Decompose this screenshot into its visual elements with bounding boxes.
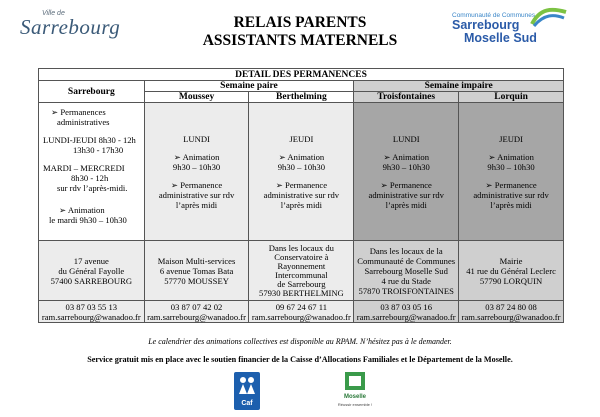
troisfontaines-details: LUNDI ➢ Animation 9h30 – 10h30 ➢ Permanence administrative sur rdv l’après midi <box>354 103 459 241</box>
lorquin-details: JEUDI ➢ Animation 9h30 – 10h30 ➢ Permanence administrative sur rdv l’après midi <box>459 103 564 241</box>
col-sarrebourg: Sarrebourg <box>39 81 145 103</box>
logo-left-big: Sarrebourg <box>20 15 121 39</box>
funding-footer: Service gratuit mis en place avec le soutien financier de la Caisse d’Allocations Familiales et le Département de la Moselle. <box>87 355 513 364</box>
berthelming-address: Dans les locaux du Conservatoire à Rayonnement Intercommunal de Sarrebourg 57930 BERTHELMING <box>249 241 354 301</box>
title-line-2: ASSISTANTS MATERNELS <box>202 32 398 49</box>
title-line-1: RELAIS PARENTS <box>233 14 367 31</box>
logo-right-line2: Sarrebourg <box>452 18 520 32</box>
permanences-table <box>38 68 564 323</box>
berthelming-details: JEUDI ➢ Animation 9h30 – 10h30 ➢ Permanence administrative sur rdv l’après midi <box>249 103 354 241</box>
col-berthelming: Berthelming <box>249 92 354 103</box>
semaine-impaire: Semaine impaire <box>354 81 564 92</box>
moselle-logo-tagline: Réussir ensemble ! <box>337 402 373 407</box>
cc-sarrebourg-logo <box>452 12 587 62</box>
email-link[interactable]: ram.sarrebourg@wanadoo.fr <box>147 311 247 322</box>
logo-left-small: Ville de <box>42 10 65 17</box>
moussey-details: LUNDI ➢ Animation 9h30 – 10h30 ➢ Permanence administrative sur rdv l’après midi <box>144 103 249 241</box>
caf-logo-text: Caf <box>241 400 253 407</box>
col-lorquin: Lorquin <box>459 92 564 103</box>
email-link[interactable]: ram.sarrebourg@wanadoo.fr <box>461 311 561 322</box>
email-link[interactable]: ram.sarrebourg@wanadoo.fr <box>356 311 456 322</box>
moselle-logo <box>337 372 373 410</box>
moussey-contact: 03 87 07 42 02 ram.sarrebourg@wanadoo.fr <box>144 301 249 323</box>
col-troisfontaines: Troisfontaines <box>354 92 459 103</box>
logo-right-line1: Communauté de Communes <box>452 12 536 19</box>
moussey-address: Maison Multi-services 6 avenue Tomas Bata 57770 MOUSSEY <box>144 241 249 301</box>
email-link[interactable]: ram.sarrebourg@wanadoo.fr <box>41 311 141 322</box>
sarrebourg-logo <box>20 10 140 42</box>
moselle-logo-name: Moselle <box>343 394 367 400</box>
calendar-note: Le calendrier des animations collectives est disponible au RPAM. N’hésitez pas à le demander. <box>148 337 452 346</box>
sarrebourg-address: 17 avenue du Général Fayolle 57400 SARREBOURG <box>39 241 145 301</box>
table-heading: DETAIL DES PERMANENCES <box>39 69 564 81</box>
troisfontaines-contact: 03 87 03 05 16 ram.sarrebourg@wanadoo.fr <box>354 301 459 323</box>
caf-family-icon <box>234 372 260 410</box>
swoosh-icon <box>530 6 568 28</box>
page-title <box>160 14 440 50</box>
logo-right-line3: Moselle Sud <box>464 31 537 45</box>
col-moussey: Moussey <box>144 92 249 103</box>
moselle-emblem-icon <box>337 372 373 410</box>
semaine-paire: Semaine paire <box>144 81 354 92</box>
lorquin-contact: 03 87 24 80 08 ram.sarrebourg@wanadoo.fr <box>459 301 564 323</box>
berthelming-contact: 09 67 24 67 11 ram.sarrebourg@wanadoo.fr <box>249 301 354 323</box>
troisfontaines-address: Dans les locaux de la Communauté de Communes Sarrebourg Moselle Sud 4 rue du Stade 57870 TROISFONTAINES <box>354 241 459 301</box>
sarrebourg-contact: 03 87 03 55 13 ram.sarrebourg@wanadoo.fr <box>39 301 145 323</box>
caf-logo <box>234 372 260 410</box>
lorquin-address: Mairie 41 rue du Général Leclerc 57790 LORQUIN <box>459 241 564 301</box>
sarrebourg-details: ➢ Permanences administratives LUNDI-JEUDI 8h30 - 12h 13h30 - 17h30 MARDI – MERCREDI 8h30 - 12h sur rdv l’après-midi. ➢ Animation le mardi 9h30 – 10h30 <box>39 103 145 241</box>
email-link[interactable]: ram.sarrebourg@wanadoo.fr <box>251 311 351 322</box>
